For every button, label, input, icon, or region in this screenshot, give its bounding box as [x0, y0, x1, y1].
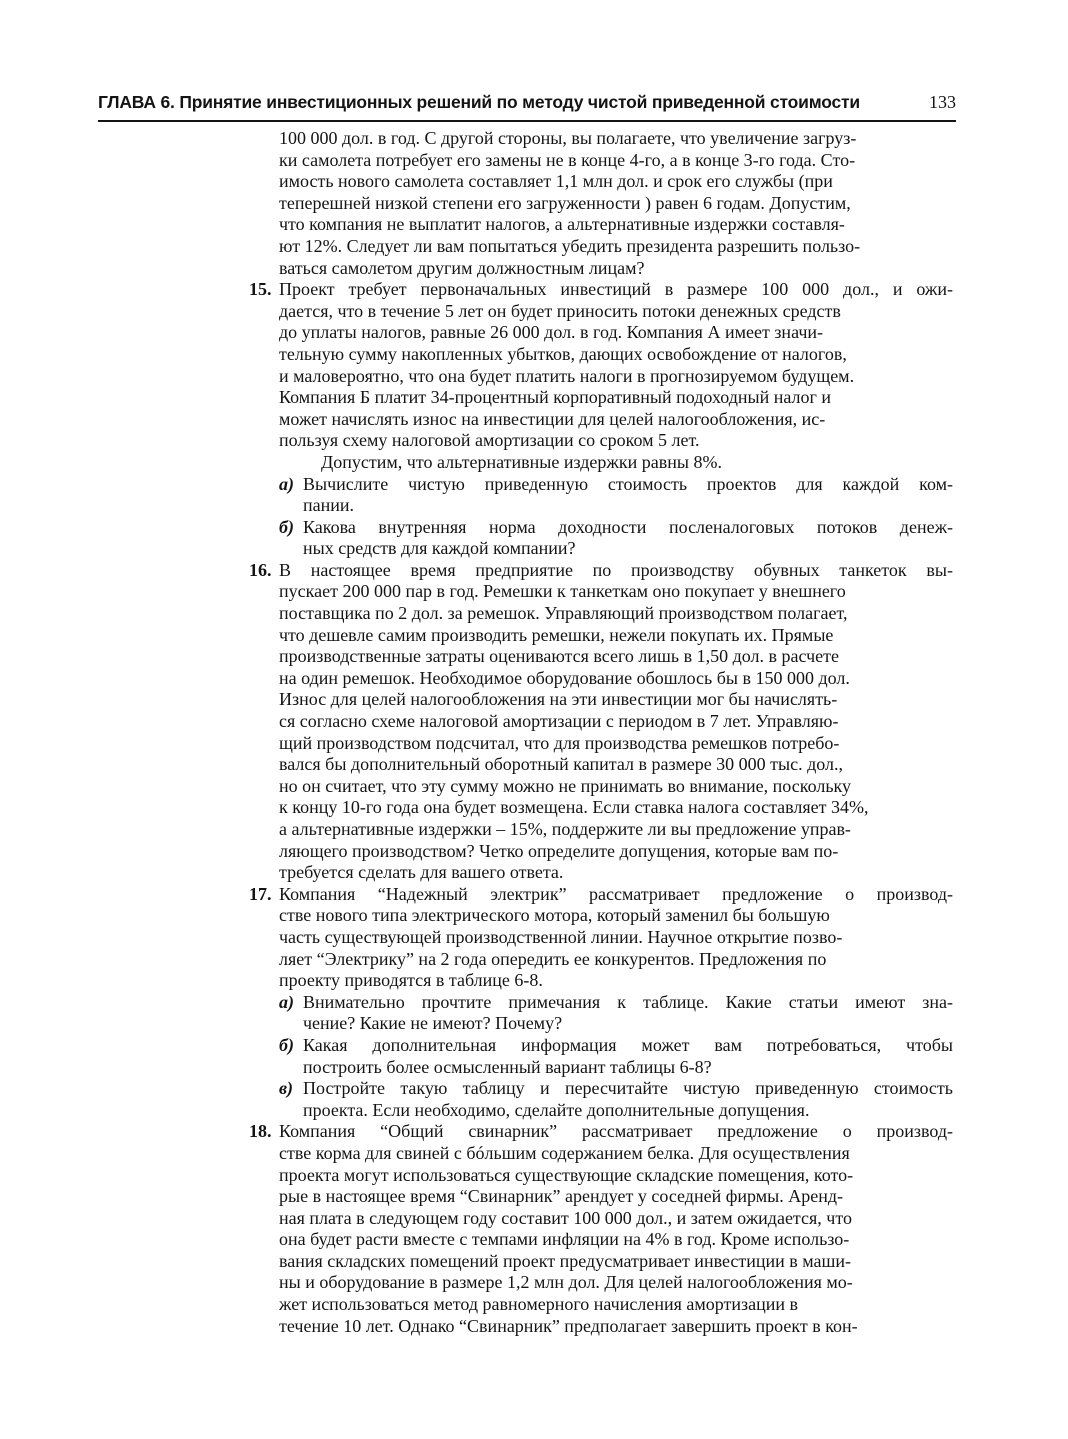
page-body [249, 128, 955, 1337]
problem-number: 15. [249, 279, 272, 300]
text-line: она будет расти вместе с темпами инфляции на 4% в год. Кроме использо- [279, 1229, 850, 1250]
text-line: производственные затраты оцениваются всего лишь в 1,50 дол. в расчете [279, 646, 840, 667]
text-line: к концу 10-го года она будет возмещена. Если ставка налога составляет 34%, [279, 797, 869, 818]
text-line: поставщика по 2 дол. за ремешок. Управляющий производством полагает, [279, 603, 848, 624]
page-header [98, 90, 956, 122]
text-line: стве корма для свиней с бóльшим содержанием белка. Для осуществления [279, 1142, 850, 1163]
text-line: ют 12%. Следует ли вам попытаться убедить президента разрешить пользо- [279, 235, 861, 256]
page-number: 133 [929, 92, 956, 112]
text-line: дается, что в течение 5 лет он будет приносить потоки денежных средств [279, 300, 841, 321]
text-line: ки самолета потребует его замены не в конце 4-го, а в конце 3-го года. Сто- [279, 149, 856, 170]
text-line: жет использоваться метод равномерного начисления амортизации в [279, 1294, 799, 1315]
problem-number: 17. [249, 883, 272, 904]
problem-number: 16. [249, 559, 272, 580]
text-line: 100 000 дол. в год. С другой стороны, вы полагаете, что увеличение загруз- [279, 128, 857, 148]
subitem-marker: б) [279, 516, 294, 537]
problem-15-line: 15. Проект требует первоначальных инвестиций в размере 100 000 дол., и ожи- [249, 279, 953, 300]
text-line: может начислять износ на инвестиции для целей налогообложения, ис- [279, 408, 826, 429]
text-line: проекта могут использоваться существующие складские помещения, кото- [279, 1164, 854, 1185]
text-line: ных средств для каждой компании? [303, 538, 576, 559]
text-line: ляющего производством? Четко определите допущения, которые вам по- [279, 840, 839, 861]
text-line: пользуя схему налоговой амортизации со сроком 5 лет. [279, 430, 700, 451]
problem-16-line: 16. В настоящее время предприятие по производству обувных танкеток вы- [249, 559, 953, 580]
text-line: на один ремешок. Необходимое оборудование обошлось бы в 150 000 дол. [279, 667, 850, 688]
text-line: построить более осмысленный вариант таблицы 6-8? [303, 1056, 712, 1077]
subitem-marker: б) [279, 1034, 294, 1055]
text-line: Допустим, что альтернативные издержки равны 8%. [321, 451, 722, 472]
text-line: Износ для целей налогообложения на эти инвестиции мог бы начислять- [279, 689, 838, 710]
text-line: проекта. Если необходимо, сделайте дополнительные допущения. [303, 1099, 810, 1120]
text-line: пании. [303, 495, 355, 516]
text-line: чение? Какие не имеют? Почему? [303, 1013, 563, 1034]
subitem-marker: а) [279, 473, 294, 494]
text-line: щий производством подсчитал, что для производства ремешков потребо- [279, 732, 840, 753]
text-line: что дешевле самим производить ремешки, нежели покупать их. Прямые [279, 624, 834, 645]
subitem-marker: а) [279, 991, 294, 1012]
problem-17-line: 17. Компания “Надежный электрик” рассматривает предложение о производ- [249, 883, 953, 904]
problem-number: 18. [249, 1121, 272, 1142]
text-line: Компания Б платит 34-процентный корпоративный подоходный налог и [279, 387, 832, 408]
subitem-a-line: а) Вычислите чистую приведенную стоимость проектов для каждой ком- [279, 473, 953, 494]
text-line: вания складских помещений проект предусматривает инвестиции в маши- [279, 1250, 852, 1271]
text-line: пускает 200 000 пар в год. Ремешки к танкеткам оно покупает у внешнего [279, 581, 846, 602]
text-line: имость нового самолета составляет 1,1 млн дол. и срок его службы (при [279, 171, 833, 192]
text-line: ная плата в следующем году составит 100 000 дол., и затем ожидается, что [279, 1207, 852, 1228]
text-line: и маловероятно, что она будет платить налоги в прогнозируемом будущем. [279, 365, 855, 386]
text-line: вался бы дополнительный оборотный капитал в размере 30 000 тыс. дол., [279, 754, 844, 775]
subitem-b-line: б) Какая дополнительная информация может вам потребоваться, чтобы [279, 1034, 953, 1055]
text-line: ваться самолетом другим должностным лицам? [279, 257, 645, 278]
text-line: тельную сумму накопленных убытков, дающих освобождение от налогов, [279, 343, 847, 364]
text-line: но он считает, что эту сумму можно не принимать во внимание, поскольку [279, 775, 852, 796]
subitem-a-line: а) Внимательно прочтите примечания к таблице. Какие статьи имеют зна- [279, 991, 953, 1012]
subitem-b-line: б) Какова внутренняя норма доходности посленалоговых потоков денеж- [279, 516, 953, 537]
text-line: требуется сделать для вашего ответа. [279, 862, 564, 883]
text-line: ся согласно схеме налоговой амортизации с периодом в 7 лет. Управляю- [279, 711, 839, 732]
text-line: стве нового типа электрического мотора, который заменил бы большую [279, 905, 830, 926]
text-line: а альтернативные издержки – 15%, поддержите ли вы предложение управ- [279, 819, 851, 839]
text-line: ны и оборудование в размере 1,2 млн дол. Для целей налогообложения мо- [279, 1272, 853, 1293]
subitem-v-line: в) Постройте такую таблицу и пересчитайте чистую приведенную стоимость [279, 1078, 953, 1099]
chapter-title: ГЛАВА 6. Принятие инвестиционных решений по методу чистой приведенной стоимости [98, 92, 860, 112]
text-line: теперешней низкой степени его загруженности ) равен 6 годам. Допустим, [279, 192, 851, 213]
problem-18-line: 18. Компания “Общий свинарник” рассматривает предложение о производ- [249, 1121, 953, 1142]
text-line: что компания не выплатит налогов, а альтернативные издержки составля- [279, 214, 845, 235]
text-line: течение 10 лет. Однако “Свинарник” предполагает завершить проект в кон- [279, 1315, 858, 1336]
text-line: до уплаты налогов, равные 26 000 дол. в год. Компания А имеет значи- [279, 322, 824, 343]
text-line: рые в настоящее время “Свинарник” арендует у соседней фирмы. Аренд- [279, 1186, 843, 1207]
text-line: часть существующей производственной линии. Научное открытие позво- [279, 926, 843, 947]
text-line: ляет “Электрику” на 2 года опередить ее конкурентов. Предложения по [279, 948, 827, 969]
text-line: проекту приводятся в таблице 6-8. [279, 970, 543, 991]
subitem-marker: в) [279, 1078, 294, 1099]
